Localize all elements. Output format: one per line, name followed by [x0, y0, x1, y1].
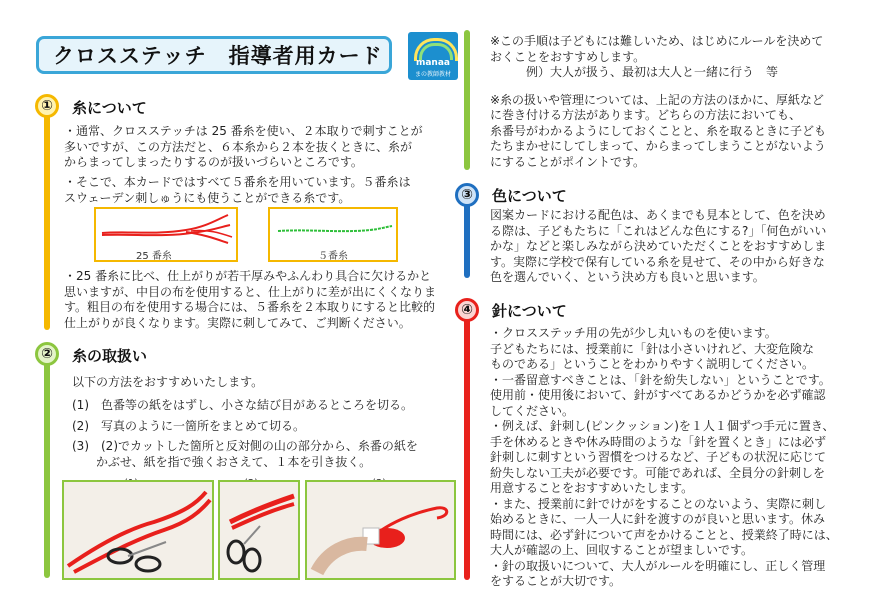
section1-number: ① — [35, 94, 59, 118]
thread25-image — [94, 207, 238, 262]
section4-bar — [464, 312, 470, 580]
section2-bar — [44, 354, 50, 578]
manaa-logo: manaa まの教師教材 — [408, 32, 458, 80]
title-banner — [36, 36, 392, 74]
section1-para1: ・通常、クロスステッチは 25 番糸を使い、２本取りで刺すことが 多いですが、この方法だと、６本糸から２本を抜くときに、糸が からまってしまったりするのが扱いづらいところです。 — [64, 124, 423, 169]
section3-number: ③ — [455, 183, 479, 207]
right-top-bar — [464, 30, 470, 170]
section2-intro: 以下の方法をおすすめいたします。 — [72, 375, 264, 389]
section2-heading: 糸の取扱い — [72, 347, 148, 365]
page-title: クロスステッチ 指導者用カード — [53, 44, 383, 68]
photo-step1 — [62, 480, 214, 580]
section2-steps — [72, 398, 418, 470]
right-top-notes: ※この手順は子どもには難しいため、はじめにルールを決めて おくことをおすすめします。 例）大人が扱う、最初は大人と一緒に行う 等 ※糸の扱いや管理については、上記の方法のほかに、厚紙など に巻き付ける方法があります。どちらの方法においても、 糸番号がわかるようにしておくことと、糸を取るときに子ども たちまかせにしてしまって、からまってしまうことがないよう にすることがポイントです。 — [490, 34, 827, 169]
section1-heading: 糸について — [72, 99, 147, 117]
section4-number: ④ — [455, 298, 479, 322]
section1-para3: ・25 番糸に比べ、仕上がりが若干厚みやふんわり具合に欠けるかと 思いますが、中目の布を使用すると、仕上がりに差が出にくくなりま す。粗目の布を使用する場合には、５番糸を２本取りにすると比較的 仕上がりが良くなります。実際に刺してみて、ご判断ください。 — [64, 269, 437, 330]
step-1: (1) 色番等の紙をはずし、小さな結び目があるところを切る。 — [72, 398, 414, 412]
section3-text: 図案カードにおける配色は、あくまでも見本として、色を決め る際は、子どもたちに「これはどんな色にする?」「何色がいい かな」などと楽しみながら決めていただくことをおすすめしま す。実際に学校で保有している糸を見せて、その中から好きな 色を選んでいく、という決め方も良いと思います。 — [490, 208, 827, 284]
photo-step3 — [305, 480, 456, 580]
thread25-caption: 25 番糸 — [136, 251, 172, 262]
section3-bar — [464, 196, 470, 278]
section2-number: ② — [35, 342, 59, 366]
section1-bar — [44, 106, 50, 330]
step-2: (2) 写真のように一箇所をまとめて切る。 — [72, 418, 305, 433]
photo-step2 — [218, 480, 300, 580]
section4-text: ・クロスステッチ用の先が少し丸いものを使います。 子どもたちには、授業前に「針は小さいけれど、大変危険な ものである」ということをわかりやすく説明してください。 ・一番留意すべきことは、「針を紛失しない」ということです。 使用前・使用後において、針がすべてあるかどうかを必ず確認 してください。 ・例えば、針刺し(ピンクッション)を１人１個ずつ手元に置き、 手を休めるときや休み時間のような「針を置くとき」には必ず 針刺しに刺すという習慣をつけるなど、子どもの状況に応じて 紛失しない工夫が必要です。可能であれば、全員分の針刺しを 用意することをおすすめいたします。 ・また、授業前に針でけがをすることのないよう、実際に刺し 始めるときに、一人一人に針を渡すのが良いと思います。休み 時間には、必ず針について声をかけることと、授業終了時には、 大人が確認の上、回収することが望ましいです。 ・針の取扱いについて、大人がルールを明確にし、正しく管理 をすることが大切です。 — [490, 326, 838, 588]
step-3-cont: かぶせ、紙を指で強くおさえて、１本を引き抜く。 — [72, 454, 372, 469]
step-3: (3) (2)でカットした箇所と反対側の山の部分から、糸番の紙を — [72, 439, 418, 453]
thread5-image — [268, 207, 398, 262]
section3-heading: 色について — [492, 187, 567, 205]
section4-heading: 針について — [492, 302, 567, 320]
section1-para2: ・そこで、本カードではすべて５番糸を用いています。５番糸は スウェーデン刺しゅうにも使うことができる糸です。 — [64, 175, 411, 205]
thread5-caption: ５番糸 — [318, 251, 348, 262]
